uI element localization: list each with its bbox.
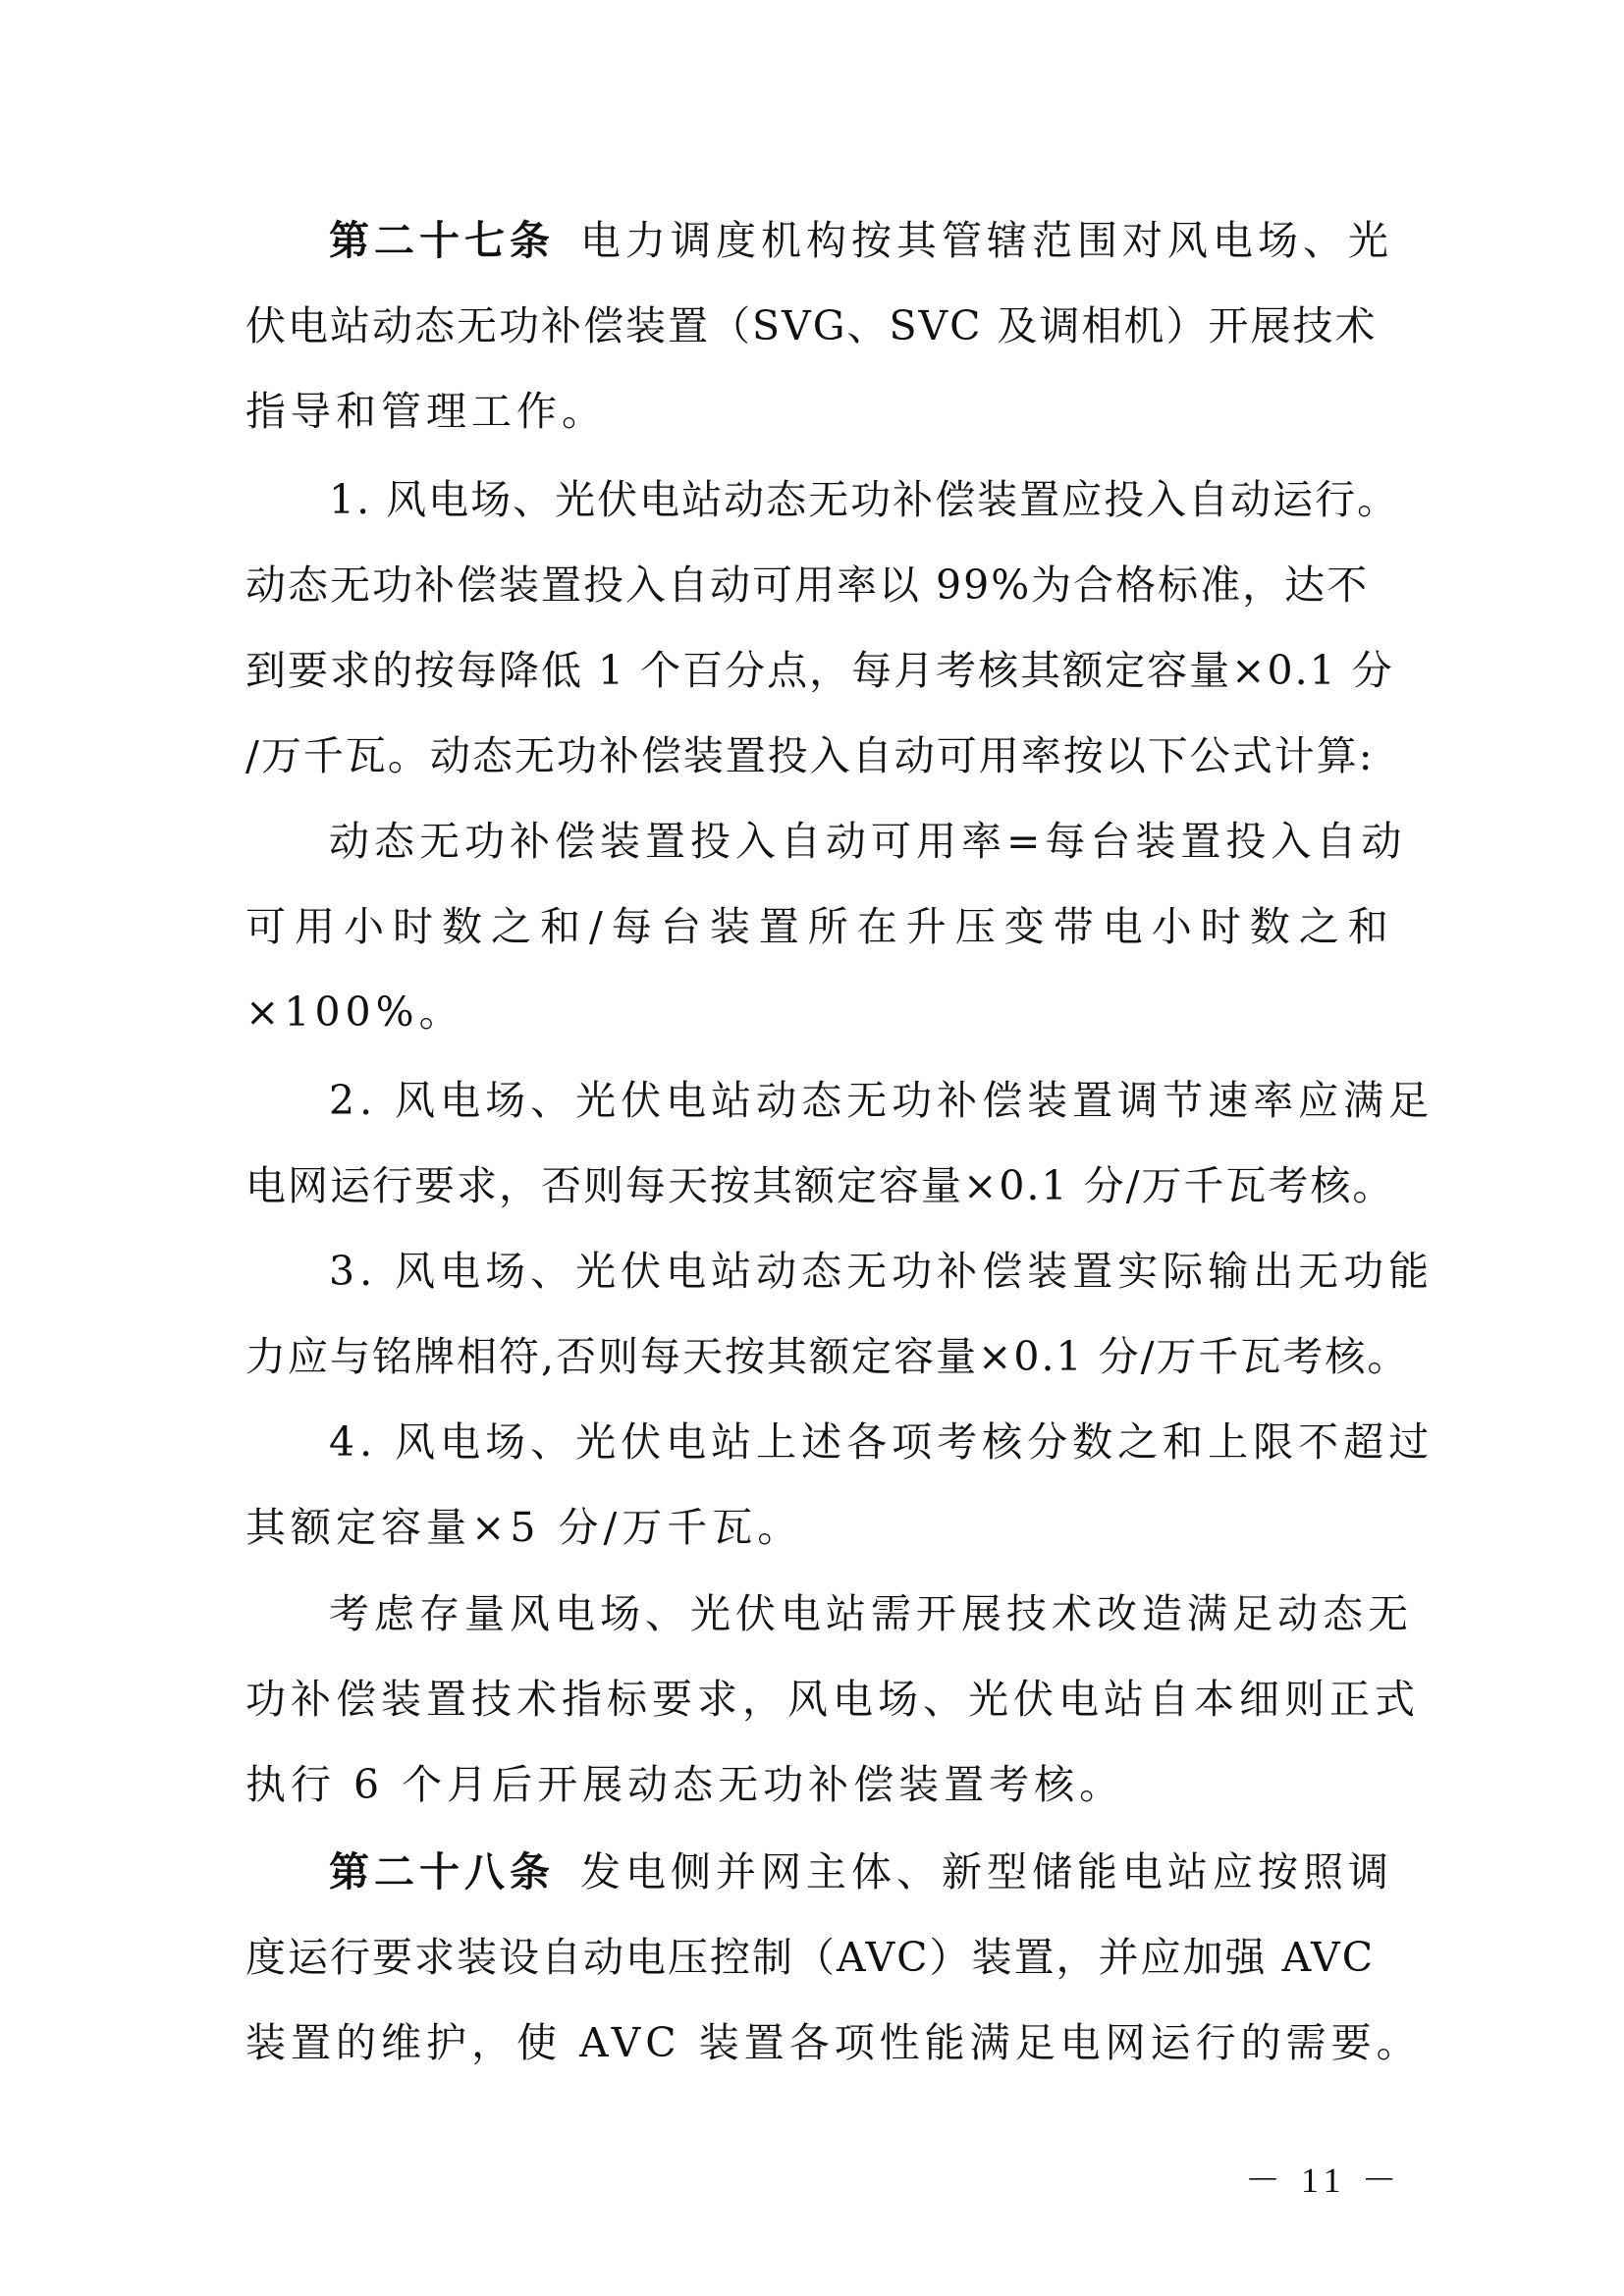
item-3-line-1: 3. 风电场、光伏电站动态无功补偿装置实际输出无功能 <box>329 1248 1435 1295</box>
article-27-first-line <box>329 211 1393 270</box>
article-28-first-line <box>329 1842 1393 1901</box>
item-2-line-2: 电网运行要求，否则每天按其额定容量×0.1 分/万千瓦考核。 <box>245 1162 1395 1209</box>
article-28-text-line-2: 度运行要求装设自动电压控制（AVC）装置，并应加强 AVC <box>245 1934 1376 1981</box>
item-4-line-1: 4. 风电场、光伏电站上述各项考核分数之和上限不超过 <box>329 1418 1435 1466</box>
formula-line-1: 动态无功补偿装置投入自动可用率=每台装置投入自动 <box>329 818 1407 865</box>
article-28-heading: 第二十八条 <box>329 1848 555 1896</box>
article-27-text-line-1: 电力调度机构按其管辖范围对风电场、光 <box>580 217 1393 264</box>
page-number: － 11 － <box>1245 2161 1403 2200</box>
item-4-line-2: 其额定容量×5 分/万千瓦。 <box>245 1504 803 1551</box>
item-1-line-4: /万千瓦。动态无功补偿装置投入自动可用率按以下公式计算: <box>245 732 1375 779</box>
item-3-line-2: 力应与铭牌相符,否则每天按其额定容量×0.1 分/万千瓦考核。 <box>245 1333 1410 1380</box>
item-1-line-2: 动态无功补偿装置投入自动可用率以 99%为合格标准，达不 <box>245 561 1370 609</box>
item-2-line-1: 2. 风电场、光伏电站动态无功补偿装置调节速率应满足 <box>329 1077 1435 1124</box>
article-28-text-line-1: 发电侧并网主体、新型储能电站应按照调 <box>580 1848 1393 1896</box>
article-28-text-line-3: 装置的维护，使 AVC 装置各项性能满足电网运行的需要。 <box>245 2019 1422 2066</box>
note-line-1: 考虑存量风电场、光伏电站需开展技术改造满足动态无 <box>329 1590 1413 1637</box>
item-1-line-3: 到要求的按每降低 1 个百分点，每月考核其额定容量×0.1 分 <box>245 647 1394 694</box>
item-1-line-1: 1. 风电场、光伏电站动态无功补偿装置应投入自动运行。 <box>329 476 1400 523</box>
formula-line-2: 可用小时数之和/每台装置所在升压变带电小时数之和 <box>245 903 1397 950</box>
formula-line-3: ×100%。 <box>245 988 464 1036</box>
note-line-2: 功补偿装置技术指标要求，风电场、光伏电站自本细则正式 <box>245 1676 1420 1723</box>
article-27-heading: 第二十七条 <box>329 217 555 264</box>
article-27-text-line-2: 伏电站动态无功补偿装置（SVG、SVC 及调相机）开展技术 <box>245 302 1378 349</box>
note-line-3: 执行 6 个月后开展动态无功补偿装置考核。 <box>245 1761 1125 1808</box>
article-27-text-line-3: 指导和管理工作。 <box>245 388 607 435</box>
